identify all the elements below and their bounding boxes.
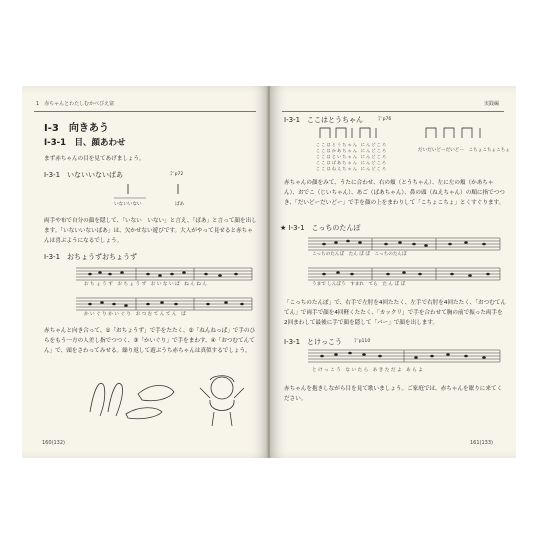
page-number: 160(132) bbox=[42, 440, 65, 446]
song-title: I-3-1 いないいないばあ bbox=[44, 171, 124, 179]
right-page bbox=[270, 86, 516, 458]
illustration-hands-and-child bbox=[82, 368, 262, 428]
body-paragraph: 両手や布で自分の顔を隠して、「いない いない」と言え、「ばあ」と言って顔を出します。「いないいないばあ」は、欠かせない遊びです。大人がやって見せると赤ちゃんは喜ぶようになるでしょう。 bbox=[44, 218, 257, 244]
intro-text: まず赤ちゃんの目を見てあげましょう。 bbox=[44, 156, 145, 162]
ending-lyric: だいだいどーだいどー こちょこちょこちょ bbox=[418, 148, 510, 153]
song-title: ★ I-3-1 こっちのたんぽ bbox=[280, 224, 361, 232]
header-rule bbox=[282, 111, 504, 112]
lyric-line: お ち ょ う ず お ち ょ う ず お い な い ぱ ね ん ね ん bbox=[84, 282, 207, 287]
header-rule bbox=[34, 111, 256, 112]
section-title: I-3 向きあう bbox=[44, 123, 109, 134]
lyric-line: か い ぐ り か い ぐ り お つ む て ん て ん ぱ bbox=[84, 312, 186, 317]
body-paragraph: 赤ちゃんと向き合って、①「おちょうず」で手をたたく、②「ねんねっぱ」で手のひらをもう一方の人差し指でつつく、③「かいぐり」で手をまわす、④「おつむてんてん」で、頭をさわってみせる。繰り返して遊ぶうち赤ちゃんは真似するでしょう。 bbox=[44, 328, 256, 354]
body-paragraph: 赤ちゃんの顔をみて、うたに合わせ、右の頬（とうちゃん）、左に左の頬（かあちゃん）、おでこ（じいちゃん）、あご（ばあちゃん）、鼻の頭（ねえちゃん）の順に指でつつき、「だいどーだいどー」で手を顔の上をまわりして「こちょこちょ」とくすぐります。 bbox=[284, 180, 505, 206]
lyric: ばあ bbox=[175, 202, 185, 207]
running-head-left: 1 赤ちゃんとわたしむかべびえ富 bbox=[36, 101, 115, 107]
page-ref: ㌼p76 bbox=[378, 117, 392, 122]
running-head-right: 実践編 bbox=[484, 101, 500, 107]
lyric: いないいない bbox=[114, 202, 142, 207]
song-title: I-3-1 ここはとうちゃん bbox=[284, 116, 364, 124]
body-paragraph: 赤ちゃんを抱きしながら目を見て歌いましょう。ご家庭では、赤ちゃんを眠りに来てください。 bbox=[284, 386, 503, 402]
page-number: 161(133) bbox=[470, 440, 493, 446]
body-paragraph: 「こっちのたんぽ」で、右手で左肘を4回たたく、左手で右肘を4回たたく、「おつむてんてん」で両手で顔を4回軽くたたく、「カックリ」で手を合わせて胸の前で振った両手を2回まわして最後に手で顔を隠して「パー」で顔を出します。 bbox=[284, 300, 506, 326]
music-score bbox=[308, 348, 502, 366]
verse-lyrics: こ こ は と う ち ゃ ん に ん ど こ ろ こ こ は か あ ち ゃ ん に ん ど こ ろ こ こ は じ い ち ゃ ん に ん ど こ ろ こ こ は ば あ ち ゃ ん に ん ど こ ろ こ こ は ね え ち ゃ ん に ん ど こ ろ bbox=[316, 142, 386, 171]
lyric-line: と け っ こ う な い た ら あ き た だ よ あ ら よ bbox=[312, 368, 423, 373]
page-ref: ㌼p72 bbox=[170, 172, 184, 177]
page-ref: ㌼p110 bbox=[354, 339, 371, 344]
song-title: I-3-1 とけっこう bbox=[284, 338, 343, 346]
song-title: I-3-1 おちょうずおちょうず bbox=[44, 253, 138, 261]
lyric-line: うまで しんぼう すまれ てら た ん ぽ ぽ bbox=[312, 282, 406, 287]
rhythm-notation bbox=[316, 126, 496, 140]
left-page bbox=[22, 86, 268, 458]
lyric-line: こっちのたんぽ たん ぽ ぽ こっちのたんぽ bbox=[312, 252, 407, 257]
open-book bbox=[22, 86, 516, 458]
subsection-title: I-3-1 目、顔あわせ bbox=[44, 138, 126, 148]
